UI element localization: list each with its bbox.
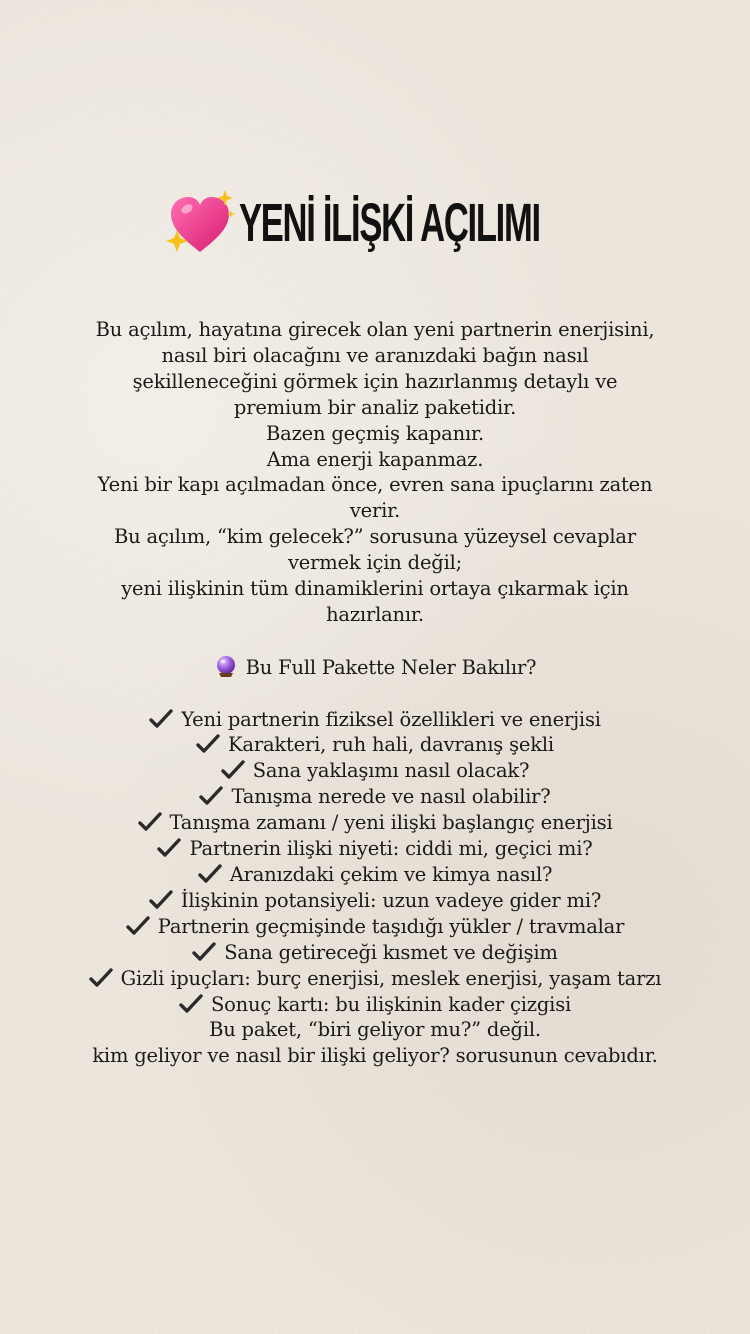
closing-line: Bu paket, “biri geliyor mu?” değil. bbox=[209, 1018, 541, 1042]
checklist-item bbox=[0, 862, 750, 888]
checklist-item bbox=[0, 940, 750, 966]
checklist-item-text: Tanışma nerede ve nasıl olabilir? bbox=[231, 785, 551, 809]
checkmark-icon bbox=[126, 916, 150, 936]
checklist-item-text: Yeni partnerin fiziksel özellikleri ve enerjisi bbox=[181, 707, 601, 731]
intro-line: vermek için değil; bbox=[287, 551, 463, 575]
intro-line: Bu açılım, hayatına girecek olan yeni partnerin enerjisini, bbox=[95, 318, 655, 341]
description bbox=[0, 317, 750, 1069]
spacer bbox=[0, 681, 750, 707]
checkmark-icon bbox=[149, 709, 173, 729]
checkmark-icon bbox=[89, 968, 113, 988]
sparkling-heart-icon bbox=[163, 186, 237, 260]
spacer bbox=[0, 628, 750, 654]
checklist-item-text: İlişkinin potansiyeli: uzun vadeye gider mi? bbox=[180, 888, 602, 912]
checklist-item-text: Partnerin geçmişinde taşıdığı yükler / travmalar bbox=[157, 914, 625, 938]
checklist-item-text: Tanışma zamanı / yeni ilişki başlangıç enerjisi bbox=[169, 811, 613, 835]
checkmark-icon bbox=[198, 864, 222, 884]
intro-line: nasıl biri olacağını ve aranızdaki bağın nasıl bbox=[161, 343, 589, 367]
checkmark-icon bbox=[196, 734, 220, 754]
section-heading-text: Bu Full Pakette Neler Bakılır? bbox=[245, 655, 537, 679]
crystal-ball-icon bbox=[214, 654, 238, 678]
intro-line: Bazen geçmiş kapanır. bbox=[266, 421, 484, 445]
section-heading bbox=[0, 654, 750, 681]
checkmark-icon bbox=[179, 994, 203, 1014]
title-text: YENİ İLİŞKİ AÇILIMI bbox=[239, 193, 540, 253]
checklist-item-text: Sana getireceği kısmet ve değişim bbox=[224, 940, 558, 964]
checklist-item-text: Sana yaklaşımı nasıl olacak? bbox=[252, 759, 530, 783]
checklist-item bbox=[0, 992, 750, 1018]
checkmark-icon bbox=[221, 760, 245, 780]
intro-line: premium bir analiz paketidir. bbox=[233, 395, 517, 419]
checkmark-icon bbox=[157, 838, 181, 858]
checklist-item bbox=[0, 784, 750, 810]
checklist-item-text: Aranızdaki çekim ve kimya nasıl? bbox=[229, 863, 553, 886]
page-title bbox=[0, 186, 750, 260]
checklist-item bbox=[0, 810, 750, 836]
checklist-item bbox=[0, 914, 750, 940]
checklist-item bbox=[0, 758, 750, 784]
checklist-item bbox=[0, 836, 750, 862]
intro-line: verir. bbox=[349, 499, 401, 523]
checklist-item-text: Sonuç kartı: bu ilişkinin kader çizgisi bbox=[210, 992, 572, 1016]
intro-line: şekilleneceğini görmek için hazırlanmış detaylı ve bbox=[132, 369, 618, 393]
checkmark-icon bbox=[149, 890, 173, 910]
intro-line: Yeni bir kapı açılmadan önce, evren sana ipuçlarını zaten bbox=[97, 473, 653, 497]
checklist-item-text: Gizli ipuçları: burç enerjisi, meslek enerjisi, yaşam tarzı bbox=[120, 966, 662, 990]
intro-line: Bu açılım, “kim gelecek?” sorusuna yüzeysel cevaplar bbox=[114, 525, 636, 549]
checklist-item-text: Partnerin ilişki niyeti: ciddi mi, geçici mi? bbox=[189, 837, 593, 861]
checkmark-icon bbox=[192, 942, 216, 962]
checklist-item-text: Karakteri, ruh hali, davranış şekli bbox=[228, 733, 554, 757]
checkmark-icon bbox=[199, 786, 223, 806]
checklist-item bbox=[0, 966, 750, 992]
checklist-item bbox=[0, 707, 750, 733]
checklist-item bbox=[0, 888, 750, 914]
checklist-item bbox=[0, 732, 750, 758]
intro-line: Ama enerji kapanmaz. bbox=[266, 447, 484, 471]
intro-line: yeni ilişkinin tüm dinamiklerini ortaya çıkarmak için bbox=[121, 577, 629, 601]
checkmark-icon bbox=[138, 812, 162, 832]
intro-line: hazırlanır. bbox=[326, 602, 424, 626]
closing-line: kim geliyor ve nasıl bir ilişki geliyor? sorusunun cevabıdır. bbox=[92, 1044, 658, 1068]
